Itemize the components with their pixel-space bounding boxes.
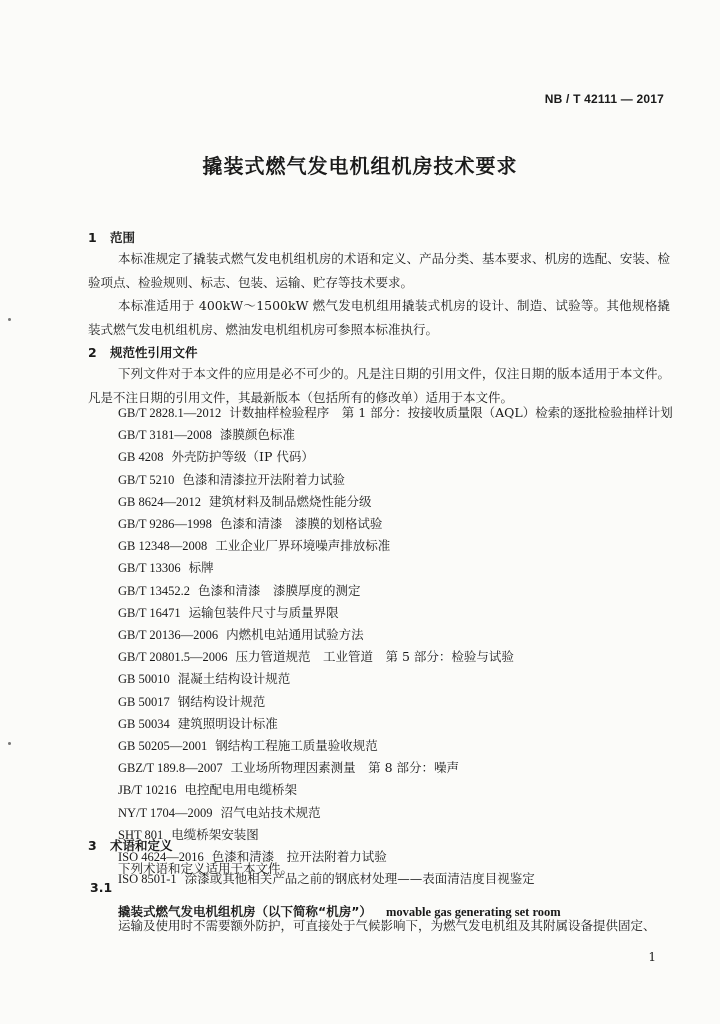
section-1-paragraph-1: 本标准规定了撬装式燃气发电机组机房的术语和定义、产品分类、基本要求、机房的选配、安装、检验项点、检验规则、标志、包装、运输、贮存等技术要求。: [88, 251, 670, 290]
reference-title: 电控配电用电缆桥架: [184, 782, 297, 798]
reference-item: [118, 802, 673, 824]
reference-item: [118, 624, 673, 646]
reference-code: GB/T 20136—2006: [118, 628, 219, 643]
reference-title: 钢结构设计规范: [177, 693, 266, 709]
reference-code: NY/T 1704—2009: [118, 805, 213, 820]
reference-title: 标牌: [188, 560, 214, 576]
clause-3-1-number: 3.1: [90, 880, 113, 895]
scan-speck: [8, 742, 11, 745]
reference-title: 色漆和清漆 拉开法附着力试验: [211, 849, 387, 865]
reference-code: GB/T 20801.5—2006: [118, 650, 228, 665]
reference-item: [118, 824, 673, 846]
reference-title: 色漆和清漆拉开法附着力试验: [182, 471, 345, 487]
reference-item: [118, 668, 673, 690]
standard-code: NB / T 42111 — 2017: [544, 92, 664, 106]
reference-title: 计数抽样检验程序 第 1 部分：按接收质量限（AQL）检索的逐批检验抽样计划: [229, 405, 673, 420]
reference-title: 钢结构工程施工质量验收规范: [215, 738, 378, 754]
term-english: movable gas generating set room: [385, 905, 561, 919]
reference-code: GB/T 5210: [118, 472, 175, 487]
reference-code: GB/T 13306: [118, 561, 181, 576]
reference-title: 工业场所物理因素测量 第 8 部分：噪声: [230, 760, 460, 776]
reference-code: GB/T 3181—2008: [118, 428, 212, 443]
section-1-heading: [88, 228, 135, 246]
section-3-number: 3: [88, 838, 97, 853]
reference-item: [118, 757, 673, 779]
section-2-heading: [88, 343, 198, 361]
section-2-number: 2: [88, 345, 97, 360]
section-2-title: 规范性引用文件: [110, 345, 198, 360]
reference-code: SHT 801: [118, 827, 164, 842]
reference-item: [118, 580, 673, 602]
reference-code: JB/T 10216: [118, 783, 177, 798]
reference-code: GB 12348—2008: [118, 539, 208, 554]
reference-item: [118, 402, 673, 424]
section-3-intro: 下列术语和定义适用于本文件。: [118, 861, 294, 876]
reference-item: [118, 446, 673, 468]
section-1-title: 范围: [110, 230, 136, 245]
reference-code: GB/T 9286—1998: [118, 517, 212, 532]
reference-item: [118, 602, 673, 624]
reference-code: GBZ/T 189.8—2007: [118, 761, 223, 776]
reference-code: ISO 8501-1: [118, 872, 177, 887]
reference-item: [118, 557, 673, 579]
reference-code: GB/T 2828.1—2012: [118, 406, 222, 420]
section-3-heading: [88, 836, 173, 854]
scan-speck: [8, 318, 11, 321]
reference-title: 混凝土结构设计规范: [177, 671, 291, 687]
reference-title: 电缆桥架安装图: [171, 826, 259, 842]
section-1-number: 1: [88, 230, 97, 245]
reference-item: [118, 691, 673, 713]
reference-code: GB 8624—2012: [118, 494, 201, 509]
reference-title: 工业企业厂界环境噪声排放标准: [215, 538, 391, 554]
reference-code: GB 50010: [118, 672, 170, 687]
reference-code: GB 50034: [118, 716, 170, 731]
reference-item: [118, 535, 673, 557]
term-3-1-definition: 运输及使用时不需要额外防护，可直接处于气候影响下，为燃气发电机组及其附属设备提供固定、: [118, 918, 656, 933]
reference-list: [118, 402, 673, 890]
reference-item: [118, 469, 673, 491]
reference-item: [118, 491, 673, 513]
reference-title: 内燃机电站通用试验方法: [226, 627, 364, 643]
reference-code: GB 4208: [118, 450, 164, 465]
section-3-title: 术语和定义: [110, 838, 173, 853]
reference-item: [118, 646, 673, 668]
reference-item: [118, 735, 673, 757]
reference-code: GB/T 13452.2: [118, 583, 190, 598]
reference-item: [118, 779, 673, 801]
page-number: 1: [648, 950, 656, 964]
reference-code: GB 50017: [118, 694, 170, 709]
reference-title: 压力管道规范 工业管道 第 5 部分：检验与试验: [235, 649, 514, 665]
reference-item: [118, 713, 673, 735]
reference-code: GB/T 16471: [118, 605, 181, 620]
reference-title: 建筑照明设计标准: [177, 715, 278, 731]
reference-title: 运输包装件尺寸与质量界限: [188, 604, 339, 620]
reference-item: [118, 513, 673, 535]
reference-item: [118, 424, 673, 446]
reference-title: 色漆和清漆 漆膜的划格试验: [219, 516, 383, 532]
reference-title: 外壳防护等级（IP 代码）: [171, 449, 314, 465]
reference-title: 漆膜颜色标准: [219, 427, 295, 443]
reference-code: ISO 4624—2016: [118, 850, 204, 865]
section-2-intro: 下列文件对于本文件的应用是必不可少的。凡是注日期的引用文件，仅注日期的版本适用于本文件。凡是不注日期的引用文件，其最新版本（包括所有的修改单）适用于本文件。: [88, 366, 670, 405]
reference-code: GB 50205—2001: [118, 739, 208, 754]
reference-title: 沼气电站技术规范: [220, 804, 321, 820]
section-1-paragraph-2: 本标准适用于 400kW～1500kW 燃气发电机组用撬装式机房的设计、制造、试验等。其他规格撬装式燃气发电机组机房、燃油发电机组机房可参照本标准执行。: [88, 298, 670, 337]
document-title: 撬装式燃气发电机组机房技术要求: [202, 154, 518, 178]
reference-title: 建筑材料及制品燃烧性能分级: [209, 493, 372, 509]
term-chinese: 撬装式燃气发电机组机房（以下简称“机房”）: [118, 904, 372, 919]
reference-title: 色漆和清漆 漆膜厚度的测定: [198, 582, 361, 598]
reference-title: 涂漆或其他相关产品之前的钢底材处理——表面清洁度目视鉴定: [184, 871, 535, 887]
